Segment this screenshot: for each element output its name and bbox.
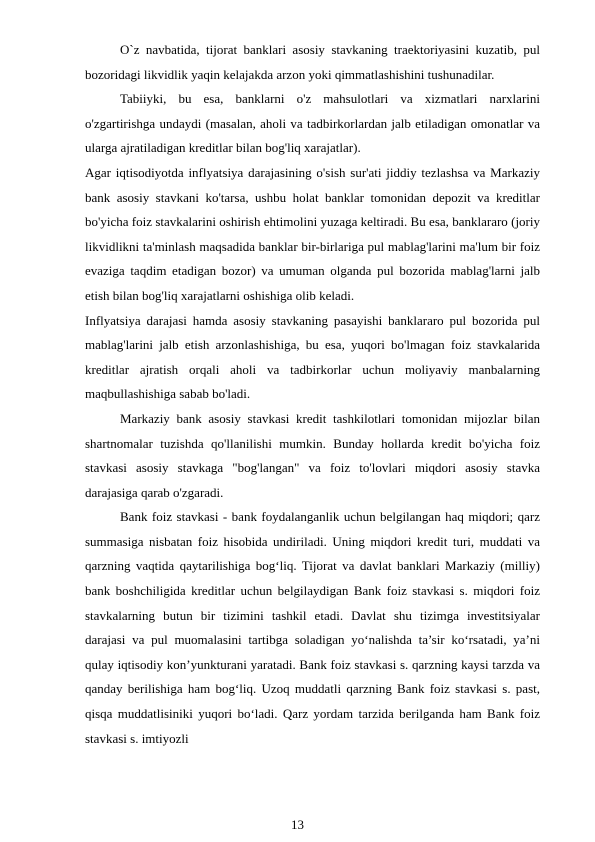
page-number: 13 [291,817,304,832]
paragraph-2: Tabiiyki, bu esa, banklarni o'z mahsulotlari va xizmatlari narxlarini o'zgartirishga undaydi (masalan, aholi va tadbirkorlardan jalb etiladigan omonatlar va ularga ajratiladigan kreditlar bilan bog'liq xarajatlar). [85,91,540,156]
paragraph-6: Bank foiz stavkasi - bank foydalanganlik uchun belgilangan haq miqdori; qarz summasiga nisbatan foiz hisobida undiriladi. Uning miqdori kredit turi, muddati va qarzning vaqtida qaytarilishiga bog‘liq. Tijorat va davlat banklari Markaziy (milliy) bank boshchiligida kreditlar uchun belgilaydigan Bank foiz stavkasi s. miqdori foiz stavkalarning butun bir tizimini tashkil etadi. Davlat shu tizimga investitsiyalar darajasi va pul muomalasini tartibga soladigan yo‘nalishda ta’sir ko‘rsatadi, ya’ni qulay iqtisodiy kon’yunkturani yaratadi. Bank foiz stavkasi s. qarzning kaysi tarzda va qanday berilishiga ham bog‘liq. Uzoq muddatli qarzning Bank foiz stavkasi s. past, qisqa muddatlisiniki yuqori bo‘ladi. Qarz yordam tarzida berilganda ham Bank foiz stavkasi s. imtiyozli [85,509,540,746]
paragraph-3: Agar iqtisodiyotda inflyatsiya darajasining o'sish sur'ati jiddiy tezlashsa va Markaziy bank asosiy stavkani ko'tarsa, ushbu holat banklar tomonidan depozit va kreditlar bo'yicha foiz stavkalarini oshirish ehtimolini yuzaga keltiradi. Bu esa, banklararo (joriy likvidlikni ta'minlash maqsadida banklar bir-birlariga pul mablag'larini ma'lum bir foiz evaziga taqdim etadigan bozor) va umuman olganda pul bozorida mablag'larni jalb etish bilan bog'liq xarajatlarni oshishiga olib keladi. [85,164,540,303]
paragraph-5: Markaziy bank asosiy stavkasi kredit tashkilotlari tomonidan mijozlar bilan shartnomalar tuzishda qo'llanilishi mumkin. Bunday hollarda kredit bo'yicha foiz stavkasi asosiy stavkaga "bog'langan" va foiz to'lovlari miqdori asosiy stavka darajasiga qarab o'zgaradi. [85,410,540,500]
paragraph-4: Inflyatsiya darajasi hamda asosiy stavkaning pasayishi banklararo pul bozorida pul mablag'larini jalb etish arzonlashishiga, bu esa, yuqori bo'lmagan foiz stavkalarida kreditlar ajratish orqali aholi va tadbirkorlar uchun moliyaviy manbalarning maqbullashishiga sabab bo'ladi. [85,312,540,402]
paragraph-1: O`z navbatida, tijorat banklari asosiy stavkaning traektoriyasini kuzatib, pul bozoridagi likvidlik yaqin kelajakda arzon yoki qimmatlashishini tushunadilar. [85,42,540,82]
document-body [85,38,540,751]
